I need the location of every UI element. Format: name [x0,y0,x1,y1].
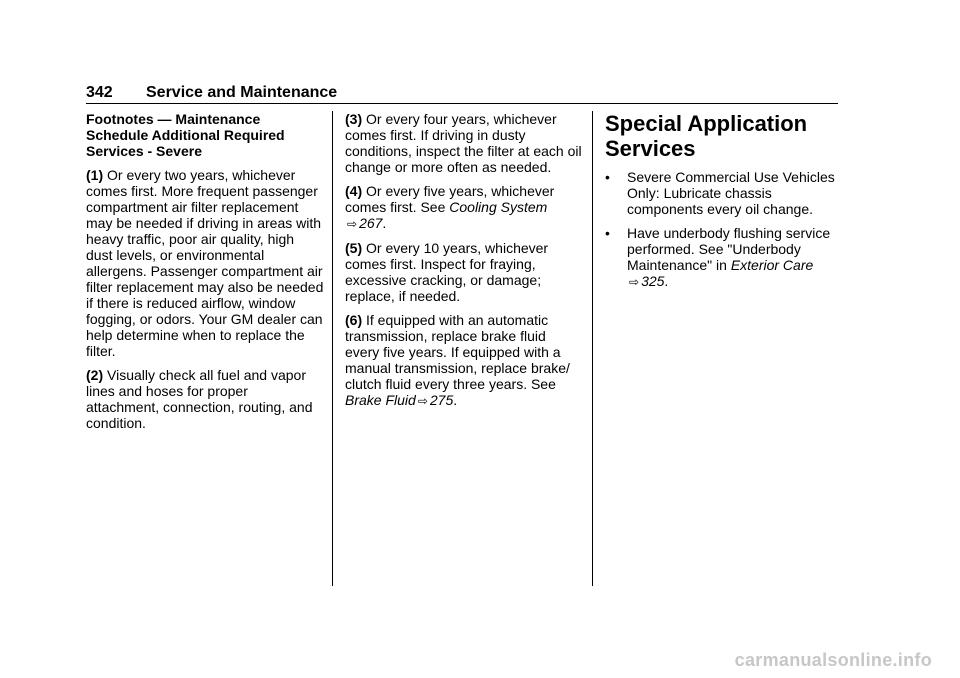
column-divider [332,111,333,586]
list-item [605,225,839,290]
column-special-services [605,111,839,298]
bullet-icon: • [605,169,610,185]
column-divider [592,111,593,586]
footnote-6 [345,312,583,409]
footnote-2 [86,367,324,431]
footnotes-heading: Footnotes — Maintenance Schedule Additional Required Services - Severe [86,111,285,159]
footnote-text: Or every 10 years, whichever comes first. Inspect for fraying, excessive cracking, or damage; replace, if needed. [345,240,549,304]
period: . [453,392,458,408]
footnote-3 [345,111,583,175]
list-item [605,169,839,217]
page-ref-number[interactable]: 325 [641,273,665,289]
period: . [664,273,669,289]
footnote-text: Or every five years, whichever comes first. See [345,183,555,215]
watermark: carmanualsonline.info [734,650,932,670]
footnote-5 [345,240,583,304]
footnote-text: Or every two years, whichever comes first. More frequent passenger compartment air filter replacement may be needed if driving in areas with heavy traffic, poor air quality, high dust levels, or environmental allergens. Passenger compartment air filter replacement may also be needed if there is reduced airflow, window fogging, or odors. Your GM dealer can help determine when to replace the filter. [86,167,324,359]
special-services-heading: Special Application Services [605,111,808,161]
cross-ref-link[interactable]: Brake Fluid [345,392,416,408]
page-header [86,83,838,104]
bullet-icon: • [605,225,610,241]
footnote-text: If equipped with an automatic transmission, replace brake fluid every five years. If equipped with a manual transmission, replace brake/ clutch fluid every three years. See [345,312,570,392]
page-ref-arrow-icon: ⇨ [629,275,640,289]
cross-ref-link[interactable]: Exterior Care [730,257,814,273]
footnote-label: (4) [345,183,363,199]
section-title: Service and Maintenance [146,84,338,101]
period: . [382,215,387,231]
footnote-label: (1) [86,167,104,183]
footnote-text: Or every four years, whichever comes first. If driving in dusty conditions, inspect the filter at each oil change or more often as needed. [345,111,582,175]
page-ref-arrow-icon: ⇨ [417,394,428,408]
column-footnotes-1 [86,111,324,439]
page-number: 342 [86,84,113,101]
footnote-4 [345,183,583,232]
footnote-label: (5) [345,240,363,256]
page-ref-arrow-icon: ⇨ [347,217,358,231]
footnote-label: (2) [86,367,104,383]
cross-ref-link[interactable]: Cooling System [449,199,548,215]
page-ref-number[interactable]: 275 [429,392,454,408]
footnote-label: (3) [345,111,363,127]
list-item-text: Have underbody flushing service performed. See "Underbody Maintenance" in [627,225,831,273]
list-item-text: Severe Commercial Use Vehicles Only: Lubricate chassis components every oil change. [627,169,835,217]
column-footnotes-2 [345,111,583,417]
footnote-label: (6) [345,312,363,328]
page-ref-number[interactable]: 267 [359,215,383,231]
footnote-1 [86,167,324,359]
footnote-text: Visually check all fuel and vapor lines and hoses for proper attachment, connection, routing, and condition. [86,367,313,431]
